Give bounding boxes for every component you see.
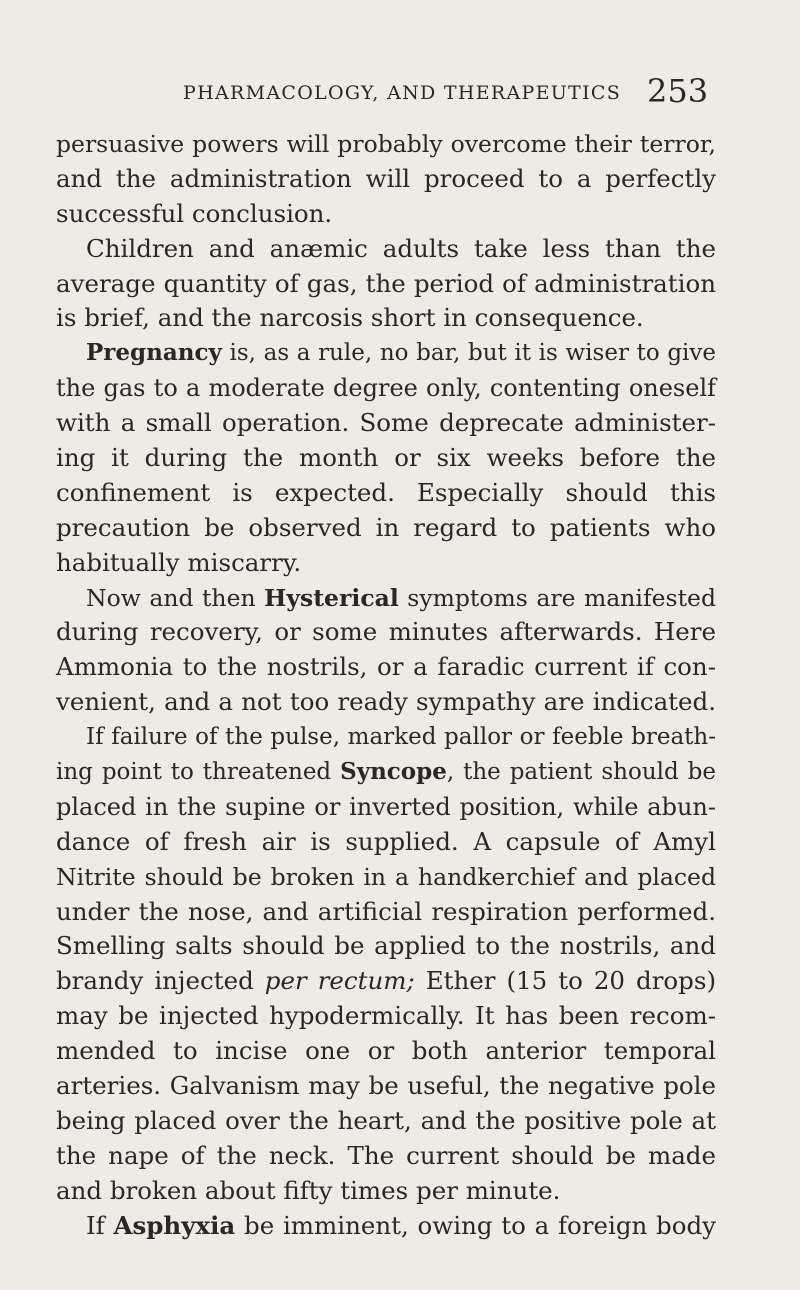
text-line: the gas to a moderate degree only, contenting oneself	[56, 374, 716, 403]
text-line: placed in the supine or inverted position, while abun-	[56, 792, 716, 821]
text-line: venient, and a not too ready sympathy are indicated.	[56, 687, 716, 717]
text-line: with a small operation. Some deprecate administer-	[56, 408, 716, 438]
text-line: arteries. Galvanism may be useful, the negative pole	[56, 1071, 716, 1101]
line-segment: be imminent, owing to a foreign body	[235, 1210, 716, 1240]
bold-term: Syncope	[340, 758, 447, 786]
body-text	[56, 127, 716, 1244]
text-line: If failure of the pulse, marked pallor or feeble breath-	[86, 724, 716, 751]
text-line: successful conclusion.	[56, 198, 333, 228]
line-segment: , the patient should be	[446, 759, 716, 786]
text-line: Nitrite should be broken in a handkerchief and placed	[56, 862, 716, 891]
text-line: the nape of the neck. The current should be made	[56, 1140, 716, 1170]
text-line: is brief, and the narcosis short in consequence.	[56, 303, 644, 333]
line-segment: If	[86, 1210, 114, 1240]
text-line	[56, 336, 716, 371]
line-segment: Ether (15 to 20 drops)	[414, 966, 716, 996]
text-line: persuasive powers will probably overcome their terror,	[56, 130, 716, 158]
text-line	[56, 755, 716, 790]
running-title: PHARMACOLOGY, AND THERAPEUTICS	[183, 82, 622, 104]
text-line: under the nose, and artificial respiration performed.	[56, 896, 716, 926]
text-line: Smelling salts should be applied to the nostrils, and	[56, 931, 716, 961]
text-line	[56, 964, 716, 999]
text-line: ing it during the month or six weeks before the	[56, 443, 716, 473]
italic-term: per rectum;	[264, 966, 415, 996]
line-segment: Now and then	[86, 583, 265, 612]
bold-term: Asphyxia	[113, 1210, 236, 1240]
line-segment: brandy injected	[56, 966, 265, 996]
page-number: 253	[647, 72, 709, 110]
line-segment: symptoms are manifested	[398, 583, 716, 612]
line-segment: ing point to threatened	[56, 759, 341, 786]
text-line: and the administration will proceed to a perfectly	[56, 163, 716, 193]
text-line: habitually miscarry.	[56, 547, 302, 577]
text-line: being placed over the heart, and the positive pole at	[56, 1105, 716, 1135]
text-line: precaution be observed in regard to patients who	[56, 512, 716, 542]
text-line: confinement is expected. Especially should this	[56, 477, 716, 507]
text-line: average quantity of gas, the period of administration	[56, 268, 716, 298]
text-line: Ammonia to the nostrils, or a faradic current if con-	[56, 652, 716, 682]
text-line	[56, 581, 716, 616]
text-line: Children and anæmic adults take less than the	[86, 233, 716, 263]
text-line: mended to incise one or both anterior temporal	[56, 1036, 716, 1066]
running-head	[183, 74, 743, 114]
text-line: dance of fresh air is supplied. A capsule of Amyl	[56, 826, 716, 856]
text-line: and broken about fifty times per minute.	[56, 1175, 561, 1205]
bold-term: Pregnancy	[86, 339, 222, 367]
line-segment: is, as a rule, no bar, but it is wiser to give	[221, 340, 716, 367]
text-line: may be injected hypodermically. It has been recom-	[56, 1001, 716, 1031]
text-line	[56, 1209, 716, 1244]
text-line: during recovery, or some minutes afterwards. Here	[56, 617, 716, 647]
bold-term: Hysterical	[264, 583, 399, 612]
